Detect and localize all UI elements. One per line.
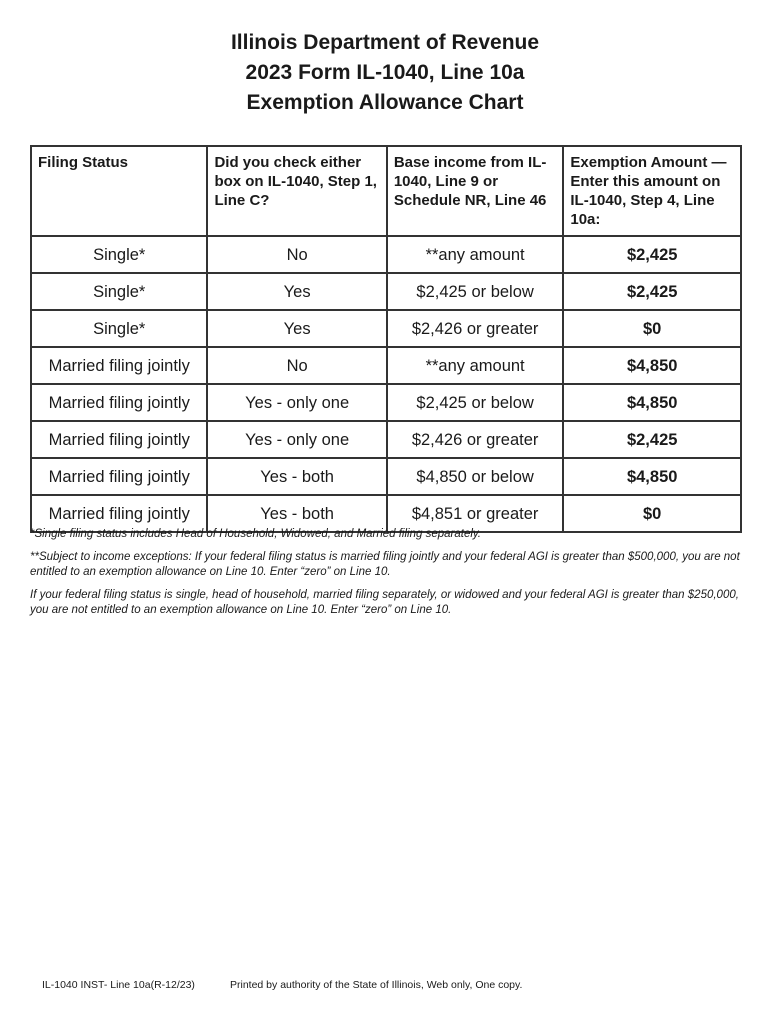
cell-checked-box: No bbox=[207, 347, 386, 384]
table-row bbox=[31, 458, 741, 495]
table-row bbox=[31, 310, 741, 347]
document-title bbox=[0, 28, 770, 118]
cell-checked-box: Yes - both bbox=[207, 495, 386, 532]
cell-checked-box: Yes bbox=[207, 310, 386, 347]
cell-filing-status: Married filing jointly bbox=[31, 384, 207, 421]
table-row bbox=[31, 384, 741, 421]
header-filing-status: Filing Status bbox=[31, 146, 207, 236]
cell-exemption-amount: $2,425 bbox=[563, 236, 741, 273]
header-exemption-amount: Exemption Amount — Enter this amount on IL-1040, Step 4, Line 10a: bbox=[563, 146, 741, 236]
cell-filing-status: Married filing jointly bbox=[31, 458, 207, 495]
cell-base-income: **any amount bbox=[387, 347, 564, 384]
footnote-single: *Single filing status includes Head of Household, Widowed, and Married filing separately. bbox=[30, 528, 481, 540]
table-row bbox=[31, 421, 741, 458]
cell-exemption-amount: $0 bbox=[563, 310, 741, 347]
cell-base-income: $2,426 or greater bbox=[387, 310, 564, 347]
cell-exemption-amount: $0 bbox=[563, 495, 741, 532]
cell-checked-box: Yes bbox=[207, 273, 386, 310]
table-header-row bbox=[31, 146, 741, 236]
header-checked-box: Did you check either box on IL-1040, Step 1, Line C? bbox=[207, 146, 386, 236]
header-base-income: Base income from IL-1040, Line 9 or Schedule NR, Line 46 bbox=[387, 146, 564, 236]
cell-exemption-amount: $2,425 bbox=[563, 421, 741, 458]
cell-checked-box: No bbox=[207, 236, 386, 273]
title-chart: Exemption Allowance Chart bbox=[246, 91, 524, 114]
exemption-allowance-table bbox=[30, 145, 742, 533]
cell-exemption-amount: $4,850 bbox=[563, 384, 741, 421]
cell-filing-status: Single* bbox=[31, 236, 207, 273]
cell-exemption-amount: $4,850 bbox=[563, 458, 741, 495]
cell-base-income: $4,850 or below bbox=[387, 458, 564, 495]
cell-filing-status: Married filing jointly bbox=[31, 347, 207, 384]
title-form: 2023 Form IL-1040, Line 10a bbox=[245, 61, 525, 84]
cell-exemption-amount: $2,425 bbox=[563, 273, 741, 310]
cell-base-income: $2,425 or below bbox=[387, 384, 564, 421]
cell-filing-status: Married filing jointly bbox=[31, 495, 207, 532]
table-row bbox=[31, 236, 741, 273]
title-agency: Illinois Department of Revenue bbox=[230, 31, 540, 54]
cell-exemption-amount: $4,850 bbox=[563, 347, 741, 384]
cell-base-income: $4,851 or greater bbox=[387, 495, 564, 532]
cell-filing-status: Single* bbox=[31, 273, 207, 310]
cell-filing-status: Single* bbox=[31, 310, 207, 347]
cell-checked-box: Yes - only one bbox=[207, 421, 386, 458]
cell-checked-box: Yes - both bbox=[207, 458, 386, 495]
cell-filing-status: Married filing jointly bbox=[31, 421, 207, 458]
footnote-single-agi: If your federal filing status is single, head of household, married filing separately, or widowed and your federal AGI is greater than $250,000, you are not entitled to an exemption allowance on Line 10. Enter “zero” on Line 10. bbox=[30, 589, 739, 616]
cell-checked-box: Yes - only one bbox=[207, 384, 386, 421]
footnotes bbox=[30, 527, 746, 626]
cell-base-income: **any amount bbox=[387, 236, 564, 273]
footnote-joint-agi: **Subject to income exceptions: If your federal filing status is married filing jointly and your federal AGI is greater than $500,000, you are not entitled to an exemption allowance on Line 10. Enter “zero” on Line 10. bbox=[30, 551, 740, 578]
cell-base-income: $2,425 or below bbox=[387, 273, 564, 310]
printed-by-note: Printed by authority of the State of Illinois, Web only, One copy. bbox=[230, 979, 523, 991]
table-row bbox=[31, 347, 741, 384]
cell-base-income: $2,426 or greater bbox=[387, 421, 564, 458]
table-row bbox=[31, 273, 741, 310]
form-id: IL-1040 INST- Line 10a(R-12/23) bbox=[42, 979, 195, 991]
